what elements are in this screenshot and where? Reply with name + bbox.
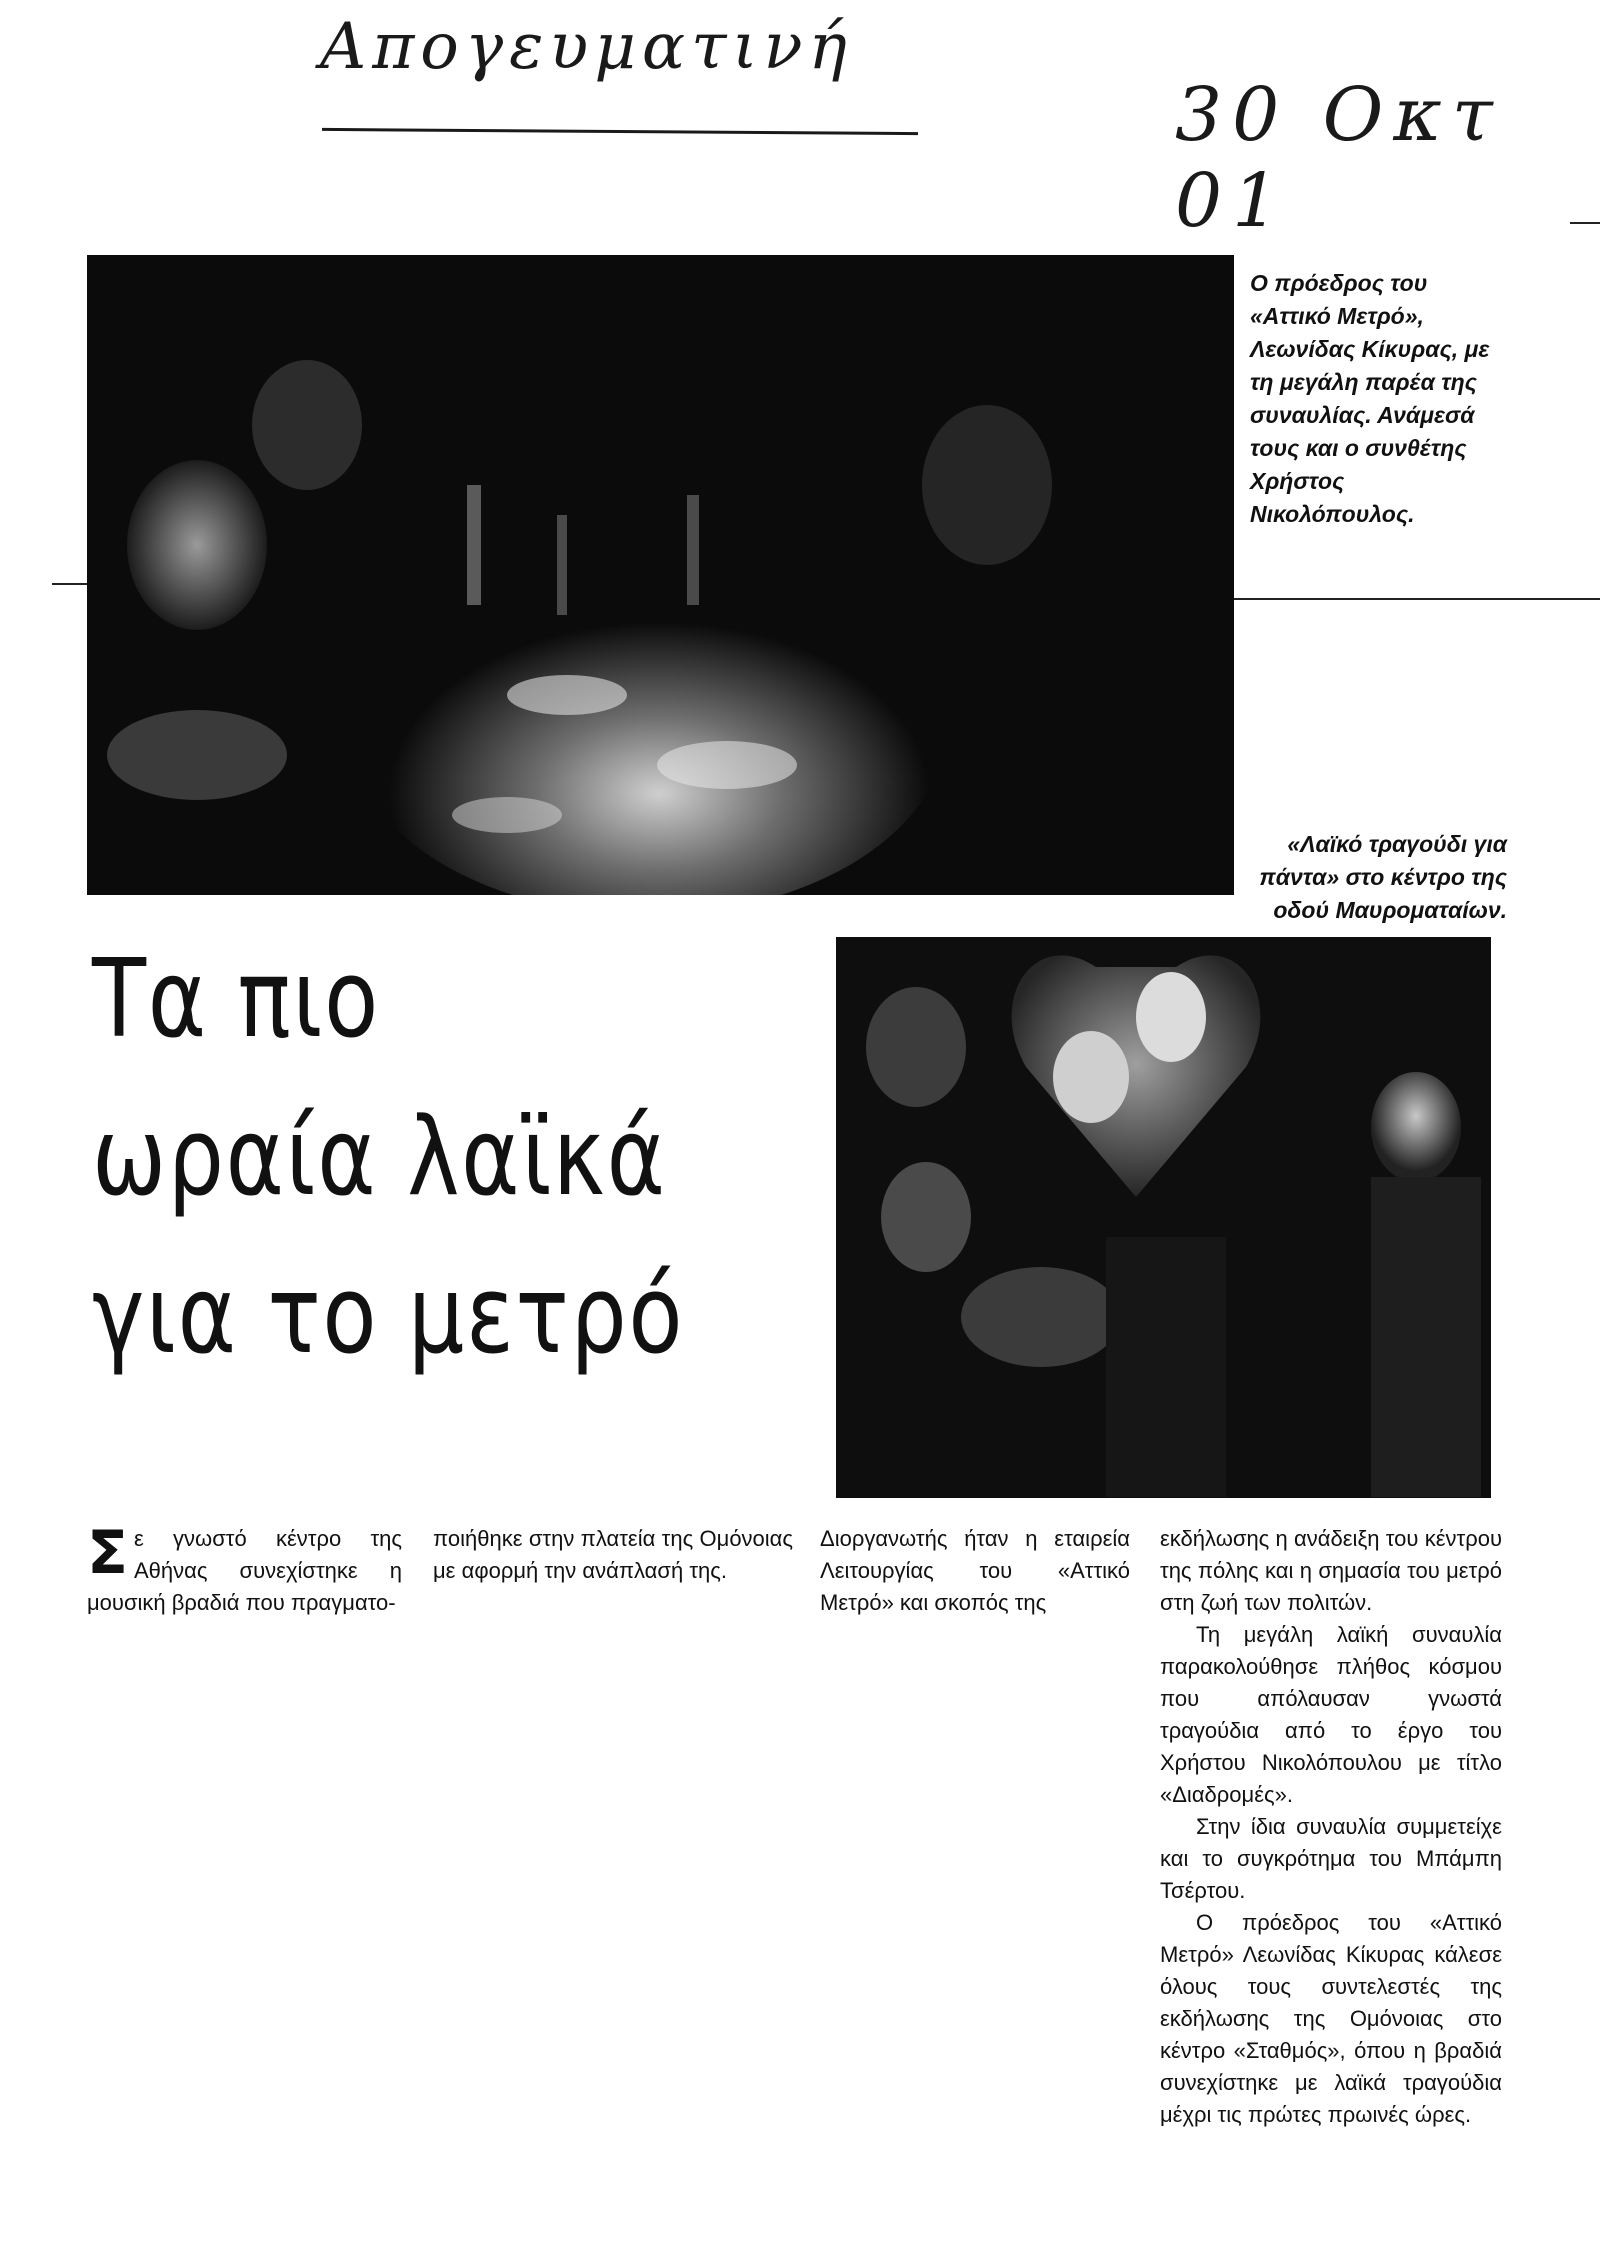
- column-4-paragraph-2: Τη μεγάλη λαϊκή συναυλία παρακολούθησε πλήθος κόσμου που απόλαυσαν γνωστά τραγούδια από το έργο του Χρήστου Νικολόπουλου με τίτλο «Διαδρομές».: [1160, 1622, 1502, 1807]
- article-column-1: [87, 1518, 402, 1619]
- article-column-4: [1160, 1523, 1502, 2131]
- scan-rule-left: [52, 583, 92, 585]
- drop-cap: Σ: [87, 1518, 128, 1588]
- headline-line-1: Τα πιο: [92, 937, 380, 1062]
- column-4-paragraph-4: Ο πρόεδρος του «Αττικό Μετρό» Λεωνίδας Κίκυρας κάλεσε όλους τους συντελεστές της εκδήλωσης της Ομόνοιας στο κέντρο «Σταθμός», όπου η βραδιά συνεχίστηκε με λαϊκά τραγούδια μέχρι τις πρώτες πρωινές ώρες.: [1160, 1910, 1502, 2127]
- scan-rule-topright: [1570, 222, 1600, 224]
- headline-line-2: ωραία λαϊκά: [92, 1095, 667, 1220]
- dinner-table-photo: [87, 255, 1234, 895]
- article-column-2: ποιήθηκε στην πλατεία της Ομόνοιας με αφορμή την ανάπλασή της.: [433, 1526, 793, 1583]
- dinner-photo-graphic: [87, 255, 1234, 895]
- headline-line-3: για το μετρό: [92, 1253, 685, 1378]
- scan-rule-right: [1232, 598, 1600, 600]
- handwritten-date-note: 30 Οκτ 01: [1175, 72, 1503, 244]
- performance-photo-graphic: [836, 937, 1491, 1498]
- photo-caption-top: Ο πρόεδρος του «Αττικό Μετρό», Λεωνίδας Κίκυρας, με τη μεγάλη παρέα της συναυλίας. Ανάμεσά τους και ο συνθέτης Χρήστος Νικολόπουλος.: [1250, 270, 1490, 527]
- photo-caption-bottom: «Λαϊκό τραγούδι για πάντα» στο κέντρο της οδού Μαυροματαίων.: [1259, 831, 1507, 923]
- singers-performance-photo: [836, 937, 1491, 1498]
- article-column-3: Διοργανωτής ήταν η εταιρεία Λειτουργίας του «Αττικό Μετρό» και σκοπός της: [820, 1526, 1130, 1615]
- column-1-text: ε γνωστό κέντρο της Αθήνας συνεχίστηκε η μουσική βραδιά που πραγματο-: [87, 1526, 402, 1615]
- column-4-paragraph-1: εκδήλωσης η ανάδειξη του κέντρου της πόλης και η σημασία του μετρό στη ζωή των πολιτών.: [1160, 1526, 1502, 1615]
- column-4-paragraph-3: Στην ίδια συναυλία συμμετείχε και το συγκρότημα του Μπάμπη Τσέρτου.: [1160, 1814, 1502, 1903]
- handwritten-source-note: Απογευματινή: [320, 10, 853, 84]
- handwritten-underline: [322, 128, 918, 135]
